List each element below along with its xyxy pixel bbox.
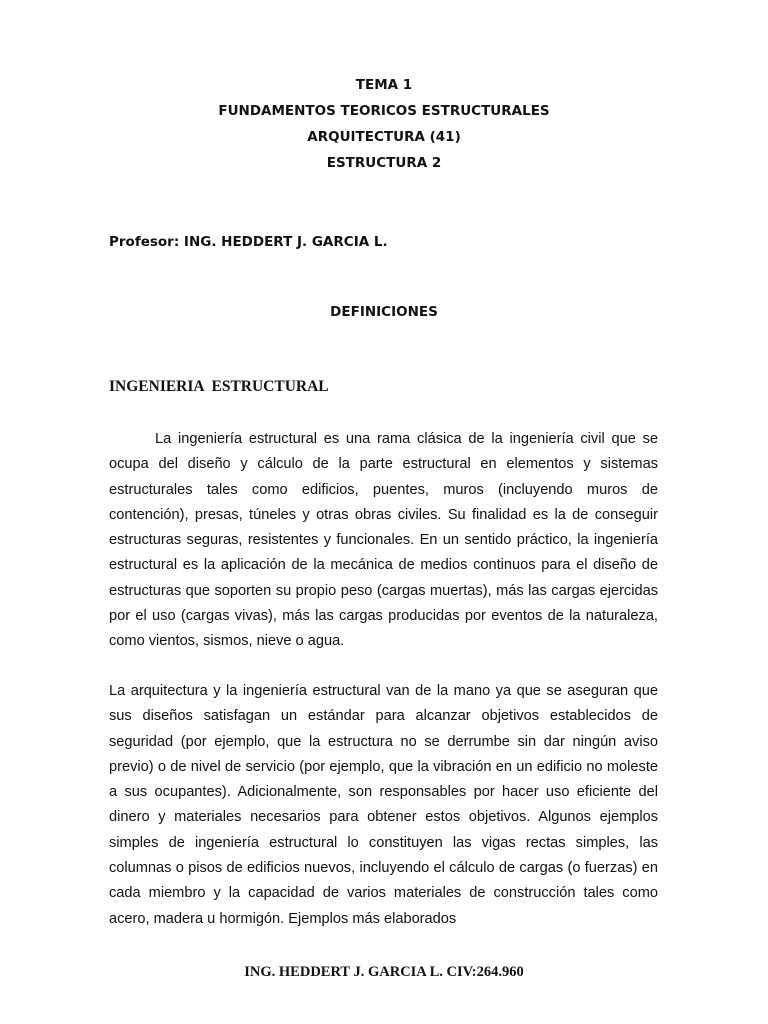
section-heading: INGENIERIA ESTRUCTURAL [109,378,329,395]
topic-number: TEMA 1 [355,77,413,93]
document-title: FUNDAMENTOS TEORICOS ESTRUCTURALES [218,103,550,119]
page-footer: ING. HEDDERT J. GARCIA L. CIV:264.960 [244,964,524,980]
body-paragraph-1: La ingeniería estructural es una rama clásica de la ingeniería civil que se ocupa del diseño y cálculo de la parte estructural en elementos y sistemas estructurales tales como edificios, puentes, muros (incluyendo muros de contención), presas, túneles y otras obras civiles. Su finalidad es la de conseguir estructuras seguras, resistentes y funcionales. En un sentido práctico, la ingeniería estructural es la aplicación de la mecánica de medios continuos para el diseño de estructuras que soporten su propio peso (cargas muertas), más las cargas ejercidas por el uso (cargas vivas), más las cargas producidas por eventos de la naturaleza, como vientos, sismos, nieve o agua. [109,431,658,650]
course-name: ARQUITECTURA (41) [307,129,461,145]
professor-line: Profesor: ING. HEDDERT J. GARCIA L. [109,234,388,250]
body-paragraph-2: La arquitectura y la ingeniería estructural van de la mano ya que se aseguran que sus diseños satisfagan un estándar para alcanzar objetivos establecidos de seguridad (por ejemplo, que la estructura no se derrumbe sin dar ningún aviso previo) o de nivel de servicio (por ejemplo, que la vibración en un edificio no moleste a sus ocupantes). Adicionalmente, son responsables por hacer uso eficiente del dinero y materiales necesarios para obtener estos objetivos. Algunos ejemplos simples de ingeniería estructural lo constituyen las vigas rectas simples, las columnas o pisos de edificios nuevos, incluyendo el cálculo de cargas (o fuerzas) en cada miembro y la capacidad de varios materiales de construcción tales como acero, madera u hormigón. Ejemplos más elaborados [109,683,658,927]
definitions-heading: DEFINICIONES [330,304,438,320]
subject-name: ESTRUCTURA 2 [326,155,442,171]
document-header [0,72,768,176]
